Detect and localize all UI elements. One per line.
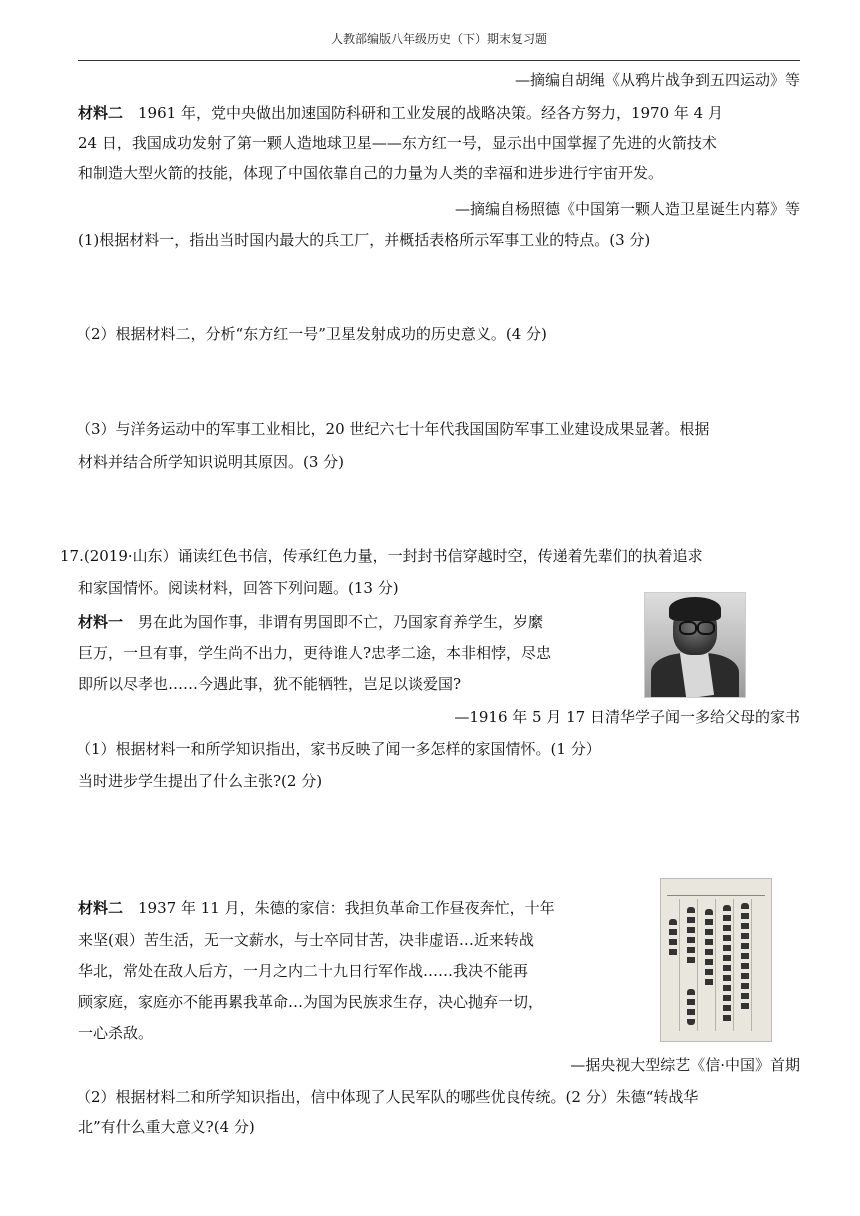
problem-17-line-2: 和家国情怀。阅读材料，回答下列问题。(13 分) <box>78 579 399 597</box>
header-title: 人教部编版八年级历史（下）期末复习题 <box>330 32 547 46</box>
material-label: 材料二 <box>78 899 124 917</box>
question-17-1-line-1: （1）根据材料一和所学知识指出，家书反映了闻一多怎样的家国情怀。(1 分） <box>76 740 601 758</box>
material-label: 材料二 <box>78 104 124 122</box>
source-citation-4: —据央视大型综艺《信·中国》首期 <box>570 1056 800 1074</box>
source-citation-1: —摘编自胡绳《从鸦片战争到五四运动》等 <box>514 71 800 89</box>
question-2: （2）根据材料二，分析“东方红一号”卫星发射成功的历史意义。(4 分) <box>76 325 547 343</box>
material-label: 材料一 <box>78 613 124 631</box>
material-2-line-3: 和制造大型火箭的技能，体现了中国依靠自己的力量为人类的幸福和进步进行宇宙开发。 <box>78 164 664 182</box>
page-header <box>78 10 800 61</box>
question-3-line-1: （3）与洋务运动中的军事工业相比，20 世纪六七十年代我国国防军事工业建设成果显著。根据 <box>76 420 710 438</box>
material-2-line-2: 24 日，我国成功发射了第一颗人造地球卫星——东方红一号，显示出中国掌握了先进的火箭技术 <box>78 134 717 152</box>
material-2b-line-3: 华北，常处在敌人后方，一月之内二十九日行军作战……我决不能再 <box>78 962 529 980</box>
handwritten-letter-image <box>660 878 772 1042</box>
material-text: 男在此为国作事，非谓有男国即不亡，乃国家育养学生，岁縻 <box>123 613 544 631</box>
question-3-line-2: 材料并结合所学知识说明其原因。(3 分) <box>78 453 345 471</box>
source-citation-2: —摘编自杨照德《中国第一颗人造卫星诞生内幕》等 <box>454 200 800 218</box>
material-1-line-2: 巨万，一旦有事，学生尚不出力，更待谁人?忠孝二途，本非相悖，尽忠 <box>78 644 552 662</box>
material-2b-line-2: 来坚(艰）苦生活，无一文薪水，与士卒同甘苦，决非虚语…近来转战 <box>78 931 534 949</box>
material-text: 1937 年 11 月，朱德的家信：我担负革命工作昼夜奔忙，十年 <box>123 899 555 917</box>
problem-17-line-1: 17.(2019·山东）诵读红色书信，传承红色力量，一封封书信穿越时空，传递着先辈们的执着追求 <box>60 547 703 565</box>
question-17-2-line-2: 北”有什么重大意义?(4 分) <box>78 1118 255 1136</box>
material-1-line-3: 即所以尽孝也……今遇此事，犹不能牺牲，岂足以谈爱国? <box>78 675 462 693</box>
material-text: 1961 年，党中央做出加速国防科研和工业发展的战略决策。经各方努力，1970 年 4 月 <box>123 104 723 122</box>
material-2b-line-1 <box>78 896 555 920</box>
material-2-line-1 <box>78 101 723 125</box>
source-citation-3: —1916 年 5 月 17 日清华学子闻一多给父母的家书 <box>454 708 800 726</box>
portrait-photo <box>644 592 746 698</box>
material-2b-line-4: 顾家庭，家庭亦不能再累我革命…为国为民族求生存，决心抛弃一切， <box>78 993 544 1011</box>
question-1: (1)根据材料一，指出当时国内最大的兵工厂，并概括表格所示军事工业的特点。(3 分) <box>78 231 651 249</box>
question-17-2-line-1: （2）根据材料二和所学知识指出，信中体现了人民军队的哪些优良传统。(2 分）朱德“转战华 <box>76 1088 699 1106</box>
material-2b-line-5: 一心杀敌。 <box>78 1024 154 1042</box>
question-17-1-line-2: 当时进步学生提出了什么主张?(2 分) <box>78 772 323 790</box>
material-1-line-1 <box>78 610 543 634</box>
